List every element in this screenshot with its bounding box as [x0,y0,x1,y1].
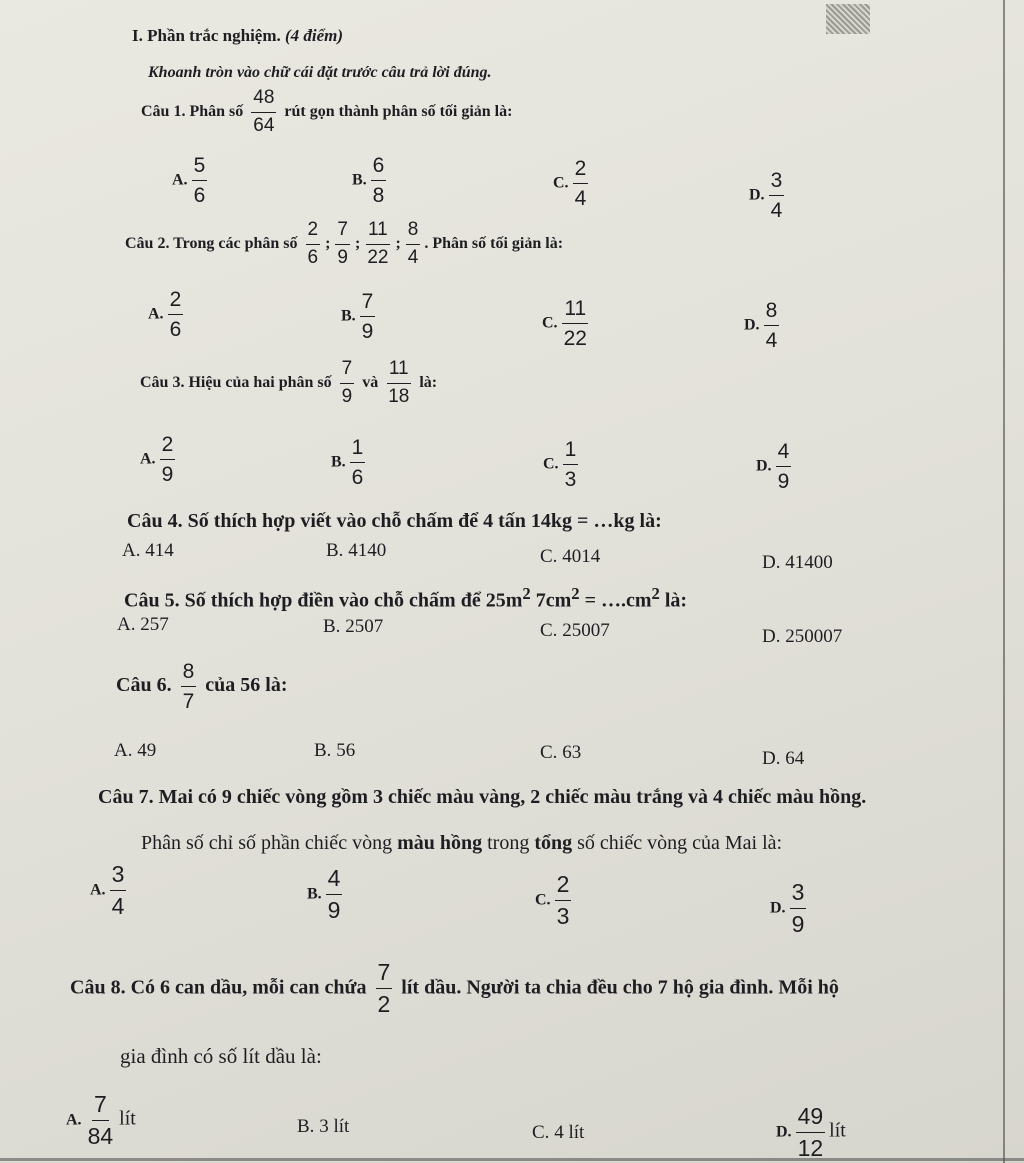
question-label: Câu 2. [125,235,170,253]
option-a[interactable]: A. $\frac{3}{4}$ [90,861,125,920]
option-a[interactable]: A. 257 [117,614,169,635]
question-6: Câu 6. $\frac{8}{7}$ của 56 là: [116,660,288,714]
corner-stamp [826,4,870,34]
option-c[interactable]: C. $\frac{2}{3}$ [535,871,570,930]
option-a[interactable]: A. $\frac{5}{6}$ [172,154,206,208]
question-label: Câu 1. [141,103,186,121]
option-c[interactable]: C. $\frac{1}{3}$ [543,438,577,492]
option-a[interactable]: A. $\frac{7}{84}$ lít [66,1091,136,1150]
option-b[interactable]: B. $\frac{6}{8}$ [352,154,385,208]
question-7: Câu 7. Mai có 9 chiếc vòng gồm 3 chiếc màu vàng, 2 chiếc màu trắng và 4 chiếc màu hồng. [98,786,867,808]
option-a[interactable]: A. 49 [114,740,157,761]
page-bottom-edge [0,1158,1024,1161]
option-b[interactable]: B. 2507 [323,616,384,637]
option-d[interactable]: D. $\frac{8}{4}$ [744,299,778,353]
question-1: Câu 1. Phân số $\frac{48}{64}$ rút gọn thành phân số tối giản là: [141,87,513,136]
option-b[interactable]: B. 3 lít [297,1116,350,1137]
option-a[interactable]: A. $\frac{2}{6}$ [148,288,182,342]
question-label: Câu 3. [140,374,185,392]
instruction: Khoanh tròn vào chữ cái đặt trước câu trả lời đúng. [148,64,492,81]
option-d[interactable]: D. $\frac{49}{12}$ lít [776,1103,846,1162]
option-b[interactable]: B. $\frac{7}{9}$ [341,290,374,344]
option-c[interactable]: C. $\frac{11}{22}$ [542,297,587,351]
question-7-line2: Phân số chỉ số phần chiếc vòng màu hồng trong tổng số chiếc vòng của Mai là: [141,832,783,854]
section-heading: I. Phần trắc nghiệm. (4 điểm) [132,26,344,45]
question-label: Câu 8. [70,976,126,999]
option-b[interactable]: B. 4140 [326,540,387,561]
option-d[interactable]: D. 250007 [762,626,843,647]
option-c[interactable]: C. 25007 [540,620,610,641]
fraction: $\frac{48}{64}$ [253,87,275,136]
option-d[interactable]: D. $\frac{4}{9}$ [756,440,790,494]
question-label: Câu 4. [127,510,183,532]
option-d[interactable]: D. $\frac{3}{9}$ [770,879,805,938]
option-b[interactable]: B. 56 [314,740,356,761]
option-c[interactable]: C. 4 lít [532,1122,585,1143]
question-8: Câu 8. Có 6 can dầu, mỗi can chứa $\frac{7}{2}$ lít dầu. Người ta chia đều cho 7 hộ gia đình. Mỗi hộ [70,959,839,1018]
option-b[interactable]: B. $\frac{1}{6}$ [331,436,364,490]
page-edge [1003,0,1005,1163]
option-c[interactable]: C. 63 [540,742,582,763]
option-c[interactable]: C. 4014 [540,546,601,567]
option-d[interactable]: D. 64 [762,748,805,769]
option-a[interactable]: A. $\frac{2}{9}$ [140,433,174,487]
option-b[interactable]: B. $\frac{4}{9}$ [307,865,341,924]
option-a[interactable]: A. 414 [122,540,174,561]
question-2: Câu 2. Trong các phân số $\frac{2}{6}$ ; $\frac{7}{9}$ ; $\frac{11}{22}$ ; $\frac{8}{4}$ . Phân số tối giản là: [125,219,564,268]
option-d[interactable]: D. 41400 [762,552,833,573]
question-3: Câu 3. Hiệu của hai phân số $\frac{7}{9}$ và $\frac{11}{18}$ là: [140,358,438,407]
question-5: Câu 5. Số thích hợp điền vào chỗ chấm để $25m^2$ $7cm^2$ = $\dots.cm^2$ là: [124,584,688,612]
question-label: Câu 5. [124,589,180,612]
question-label: Câu 7. [98,786,154,808]
question-label: Câu 6. [116,674,172,697]
option-d[interactable]: D. $\frac{3}{4}$ [749,169,783,223]
option-c[interactable]: C. $\frac{2}{4}$ [553,157,587,211]
question-8-line2: gia đình có số lít dầu là: [120,1044,322,1068]
question-4: Câu 4. Số thích hợp viết vào chỗ chấm để 4 tấn 14kg = …kg là: [127,510,662,532]
